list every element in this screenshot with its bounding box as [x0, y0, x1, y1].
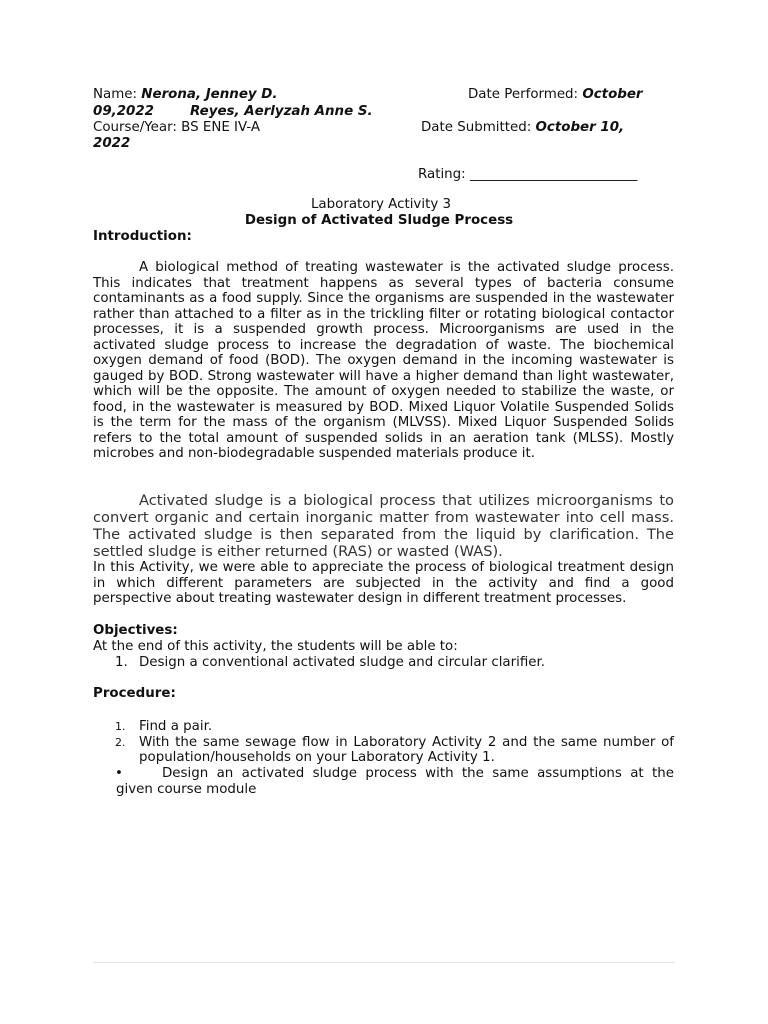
introduction-paragraph-2: [93, 492, 674, 607]
paragraph-2-part-b: In this Activity, we were able to appreciate the process of biological treatment design in which different parameters are subjected in the activity and find a good perspective about treating wastewater design in different treatment processes.: [93, 560, 674, 606]
date-performed-label: Date Performed:: [468, 87, 583, 102]
date-performed-value-1: October: [582, 87, 643, 102]
list-item-text: With the same sewage flow in Laboratory Activity 2 and the same number of population/households on your Laboratory Activity 1.: [139, 734, 674, 765]
list-item: [93, 655, 674, 671]
procedure-bullet-item: [93, 766, 674, 797]
course-label: Course/Year:: [93, 120, 182, 135]
introduction-heading: Introduction:: [93, 229, 192, 244]
objectives-lead: At the end of this activity, the students will be able to:: [93, 639, 458, 654]
course-line: [93, 120, 260, 136]
activity-number: Laboratory Activity 3: [310, 197, 452, 212]
name-label: Name:: [93, 87, 142, 102]
list-marker: 2.: [115, 735, 126, 749]
page-title: Design of Activated Sludge Process: [244, 213, 514, 228]
course-value: BS ENE IV-A: [181, 120, 261, 135]
list-item-text: Find a pair.: [139, 719, 213, 734]
date-submitted-value-2: 2022: [93, 136, 131, 151]
procedure-list: [93, 719, 674, 766]
bullet-marker: •: [115, 766, 123, 781]
list-marker: 1.: [115, 720, 126, 733]
date-submitted-line: [421, 120, 624, 136]
bullet-text: Design an activated sludge process with the same assumptions at the given course module: [116, 766, 674, 797]
date-performed-value-2: 09,2022: [93, 104, 154, 119]
name-line: [93, 87, 278, 103]
list-marker: 1.: [115, 655, 128, 670]
rating-label: Rating:: [418, 167, 470, 182]
rating-line: [418, 167, 637, 183]
objectives-heading: Objectives:: [93, 623, 178, 638]
name-value-2: Reyes, Aerlyzah Anne S.: [190, 104, 373, 119]
date-performed-line: [468, 87, 643, 103]
date-submitted-label: Date Submitted:: [421, 120, 536, 135]
paragraph-2-part-a: Activated sludge is a biological process that utilizes microorganisms to convert organic and certain inorganic matter from wastewater into cell mass. The activated sludge is then separated from the liquid by clarification. The settled sludge is either returned (RAS) or wasted (WAS).: [93, 492, 674, 560]
list-item: [93, 719, 674, 735]
objectives-list: [93, 655, 674, 671]
introduction-paragraph-1: A biological method of treating wastewater is the activated sludge process. This indicates that treatment happens as several types of bacteria consume contaminants as a food supply. Since the organisms are suspended in the wastewater rather than attached to a filter as in the trickling filter or rotating biological contactor processes, it is a suspended growth process. Microorganisms are used in the activated sludge process to increase the degradation of waste. The biochemical oxygen demand of food (BOD). The oxygen demand in the incoming wastewater is gauged by BOD. Strong wastewater will have a higher demand than light wastewater, which will be the opposite. The amount of oxygen needed to stabilize the waste, or food, in the wastewater is measured by BOD. Mixed Liquor Volatile Suspended Solids is the term for the mass of the organism (MLVSS). Mixed Liquor Suspended Solids refers to the total amount of suspended solids in an aeration tank (MLSS). Mostly microbes and non-biodegradable suspended materials produce it.: [93, 260, 674, 461]
name-value-1: Nerona, Jenney D.: [141, 87, 278, 102]
date-submitted-value-1: October 10,: [535, 120, 625, 135]
list-item-text: Design a conventional activated sludge and circular clarifier.: [139, 655, 546, 670]
rating-blank: _________________________: [469, 167, 638, 182]
footer-divider: [93, 962, 675, 963]
procedure-heading: Procedure:: [93, 686, 176, 701]
list-item: [93, 735, 674, 766]
